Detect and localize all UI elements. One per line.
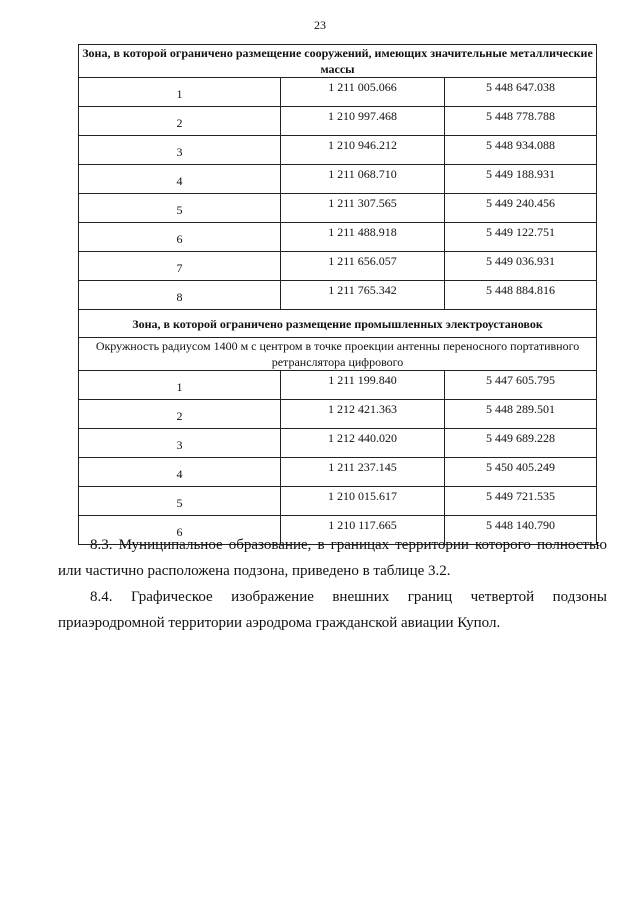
coordinate-x: 1 211 307.565 — [281, 194, 445, 223]
point-number: 5 — [79, 194, 281, 223]
point-number: 4 — [79, 165, 281, 194]
table-row — [79, 223, 597, 252]
point-number: 1 — [79, 371, 281, 400]
coordinates-table-body — [79, 45, 597, 545]
coordinate-x: 1 210 015.617 — [281, 487, 445, 516]
coordinate-y: 5 449 036.931 — [445, 252, 597, 281]
point-number: 5 — [79, 487, 281, 516]
coordinate-y: 5 448 289.501 — [445, 400, 597, 429]
point-number: 4 — [79, 458, 281, 487]
zone-header-row — [79, 45, 597, 78]
coordinate-x: 1 211 488.918 — [281, 223, 445, 252]
point-number: 6 — [79, 223, 281, 252]
zone-header: Зона, в которой ограничено размещение сооружений, имеющих значительные металлические массы — [79, 45, 597, 78]
table-row — [79, 371, 597, 400]
coordinate-y: 5 448 778.788 — [445, 107, 597, 136]
point-number: 2 — [79, 400, 281, 429]
table-row — [79, 194, 597, 223]
coordinate-y: 5 447 605.795 — [445, 371, 597, 400]
coordinates-table — [78, 44, 597, 545]
coordinate-x: 1 211 765.342 — [281, 281, 445, 310]
zone-header-row — [79, 310, 597, 338]
table-row — [79, 78, 597, 107]
coordinate-x: 1 210 946.212 — [281, 136, 445, 165]
coordinate-y: 5 448 884.816 — [445, 281, 597, 310]
coordinate-x: 1 212 421.363 — [281, 400, 445, 429]
page-number: 23 — [314, 18, 326, 32]
coordinate-x: 1 211 237.145 — [281, 458, 445, 487]
paragraph-8-3: 8.3. Муниципальное образование, в границах территории которого полностью или частично расположена подзона, приведено в таблице 3.2. — [58, 537, 607, 579]
zone-note-row — [79, 338, 597, 371]
coordinate-y: 5 449 122.751 — [445, 223, 597, 252]
coordinate-y: 5 448 934.088 — [445, 136, 597, 165]
coordinate-y: 5 450 405.249 — [445, 458, 597, 487]
zone-note: Окружность радиусом 1400 м с центром в точке проекции антенны переносного портативного ретранслятора цифрового — [79, 338, 597, 371]
coordinate-y: 5 449 188.931 — [445, 165, 597, 194]
coordinate-y: 5 448 647.038 — [445, 78, 597, 107]
point-number: 8 — [79, 281, 281, 310]
table-row — [79, 400, 597, 429]
coordinate-x: 1 211 068.710 — [281, 165, 445, 194]
point-number: 3 — [79, 136, 281, 165]
coordinate-y: 5 449 240.456 — [445, 194, 597, 223]
point-number: 7 — [79, 252, 281, 281]
paragraph-8-4-line-2: приаэродромной территории аэродрома гражданской авиации Купол. — [58, 615, 501, 631]
coordinate-y: 5 449 721.535 — [445, 487, 597, 516]
paragraph-8-4-line-1: 8.4. Графическое изображение внешних границ четвертой подзоны — [90, 589, 607, 605]
table-row — [79, 487, 597, 516]
coordinate-y: 5 449 689.228 — [445, 429, 597, 458]
table-row — [79, 136, 597, 165]
table-row — [79, 107, 597, 136]
table-row — [79, 252, 597, 281]
table-row — [79, 281, 597, 310]
point-number: 2 — [79, 107, 281, 136]
point-number: 6 — [79, 516, 281, 545]
coordinate-x: 1 211 005.066 — [281, 78, 445, 107]
point-number: 1 — [79, 78, 281, 107]
coordinate-x: 1 210 997.468 — [281, 107, 445, 136]
table-row — [79, 458, 597, 487]
coordinate-x: 1 212 440.020 — [281, 429, 445, 458]
coordinate-x: 1 210 117.665 — [281, 516, 445, 545]
coordinate-x: 1 211 199.840 — [281, 371, 445, 400]
coordinate-x: 1 211 656.057 — [281, 252, 445, 281]
coordinate-y: 5 448 140.790 — [445, 516, 597, 545]
table-row — [79, 165, 597, 194]
point-number: 3 — [79, 429, 281, 458]
zone-header: Зона, в которой ограничено размещение промышленных электроустановок — [79, 310, 597, 338]
table-row — [79, 429, 597, 458]
